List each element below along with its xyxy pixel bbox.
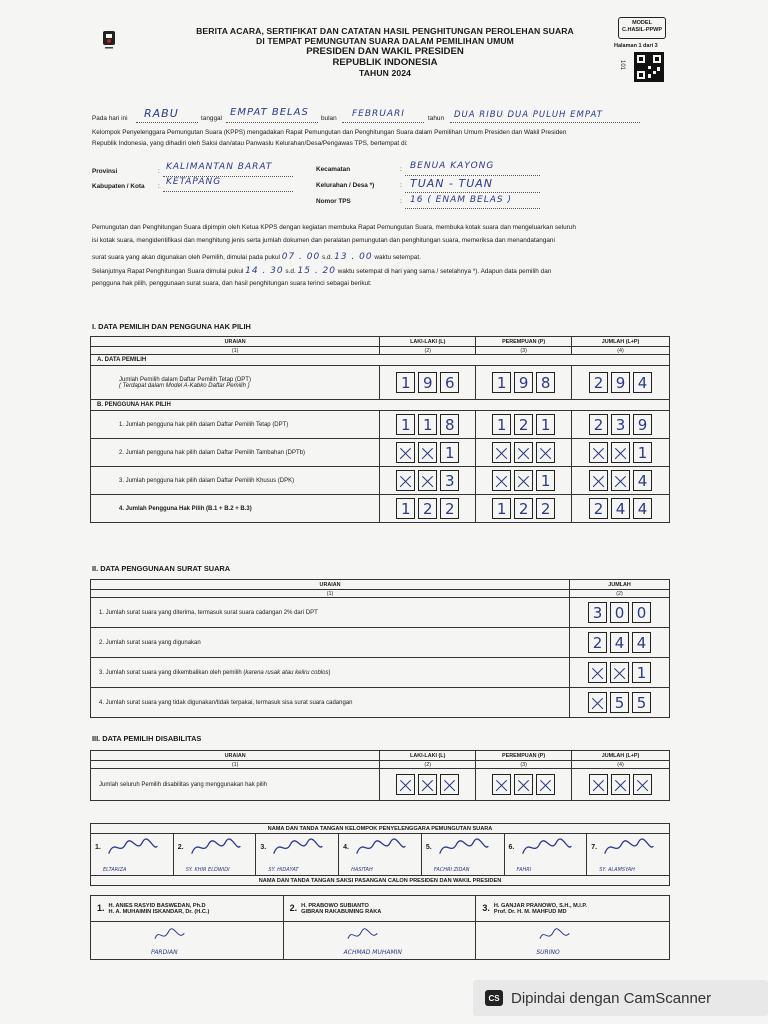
crossed-digit-box [611, 470, 630, 491]
table-row: 4. Jumlah surat suara yang tidak digunakan/tidak terpakai, termasuk sisa surat suara cadangan 5 5 [91, 688, 670, 718]
field-count-end: 15 . 20 [297, 266, 337, 276]
digit-group [476, 372, 571, 393]
digit-box: 1 [492, 372, 511, 393]
label-tps: Nomor TPS [316, 198, 351, 205]
crossed-digit-box [611, 774, 630, 795]
digit-box: 3 [611, 414, 630, 435]
title-line-3: PRESIDEN DAN WAKIL PRESIDEN [306, 46, 464, 57]
field-provinsi: KALIMANTAN BARAT [166, 162, 273, 172]
table-row: 4. Jumlah Pengguna Hak Pilih (B.1 + B.2 + B.3) 1 2 2 1 2 2 2 4 4 [91, 495, 670, 523]
field-time-end: 13 . 00 [334, 252, 373, 262]
section-3-title: III. DATA PEMILIH DISABILITAS [92, 734, 202, 743]
saksi-name: PARDIAN [151, 949, 178, 956]
digit-group [572, 414, 669, 435]
digit-box: 5 [610, 692, 629, 713]
digit-box: 2 [514, 414, 533, 435]
crossed-digit-box [610, 662, 629, 683]
table-row: 3. Jumlah pengguna hak pilih dalam Daftar Pemilih Khusus (DPK) 3 1 4 [91, 467, 670, 495]
ballot-usage-table: URAIAN JUMLAH (1) (2) 1. Jumlah surat suara yang diterima, termasuk surat suara cadangan 2% dari DPT 3 0 0 2. Jumlah surat suara yang digunakan 2 4 4 3. Jumlah surat suara yang dikembalikan oleh pemilih (karena rusak atau keliru coblos) 1 4. Jumlah surat suara yang tidak digunakan/tidak terpakai, termasuk sisa surat suara cadangan 5 5 [90, 579, 670, 718]
digit-box: 5 [632, 692, 651, 713]
intro-paragraph-3d: pengguna hak pilih, penggunaan surat suara, dan hasil penghitungan suara terinci sebagai berikut: [92, 280, 372, 287]
digit-box: 2 [589, 372, 608, 393]
voter-data-table: URAIAN LAKI-LAKI (L) PEREMPUAN (P) JUMLAH (L+P) (1) (2) (3) (4) A. DATA PEMILIH Jumlah Pemilih dalam Daftar Pemilih Tetap (DPT) ( Terdapat dalam Model A-Kabko Daftar Pemilih ) 1 9 6 1 9 8 2 9 4 B. PENGGUNA HAK PILIH 1. Jumlah pengguna hak pilih dalam Daftar Pemilih Tetap (DPT) 1 1 8 1 2 1 2 3 9 2. Jumlah pengguna hak pilih dalam Daftar Pemilih Tambahan (DPTb) 1 1 3. Jumlah pengguna hak pilih dalam Daftar Pemilih Khusus (DPK) 3 1 4 4. Jumlah Pengguna Hak Pilih (B.1 + B.2 + B.3) 1 2 2 1 2 2 2 4 4 [90, 336, 670, 523]
kpu-logo-icon [100, 28, 118, 50]
field-tps: 16 ( ENAM BELAS ) [410, 195, 513, 205]
saksi-signature-cell [91, 922, 284, 960]
digit-box: 1 [632, 662, 651, 683]
digit-group [572, 774, 669, 795]
digit-box: 1 [440, 442, 459, 463]
signature-number: 2. [177, 844, 184, 851]
document-title [150, 26, 620, 78]
group-b: B. PENGGUNA HAK PILIH [91, 400, 670, 411]
title-line-5: TAHUN 2024 [359, 68, 411, 78]
digit-box: 9 [514, 372, 533, 393]
model-label: MODEL [632, 20, 652, 26]
qr-code-icon [634, 52, 664, 82]
kpps-member-name: FAHRI [516, 867, 532, 873]
saksi-candidate-cell: 1. H. ANIES RASYID BASWEDAN, Ph.D H. A. MUHAIMIN ISKANDAR, Dr. (H.C.) [91, 896, 284, 922]
digit-box: 8 [536, 372, 555, 393]
document-page: BERITA ACARA, SERTIFIKAT DAN CATATAN HASIL PENGHITUNGAN PEROLEHAN SUARA DI TEMPAT PEMUNGUTAN SUARA DALAM PEMILIHAN UMUM PRESIDEN DAN WAKIL PRESIDEN REPUBLIK INDONESIA TAHUN 2024 MODEL C.HASIL-PPWP Halaman 1 dari 3 101 Pada hari ini RABU tanggal EMPAT BELAS bulan FEBRUARI tahun DUA RIBU DUA PULUH EMPAT Kelompok Penyelenggara Pemungutan Suara (KPPS) mengadakan Rapat Pemungutan dan Penghitungan Suara dalam Pemilihan Umum Presiden dan Wakil Presiden Republik Indonesia, yang dihadiri oleh Saksi dan/atau Panwaslu Kelurahan/Desa/Pengawas TPS, bertempat di: Provinsi : KALIMANTAN BARAT Kabupaten / Kota : KETAPANG Kecamatan : BENUA KAYONG Kelurahan / Desa *) : TUAN - TUAN Nomor TPS : 16 ( ENAM BELAS ) Pemungutan dan Penghitungan Suara dipimpin oleh Ketua KPPS dengan kegiatan membuka Rapat Pemungutan Suara, membuka kotak suara dan mengeluarkan seluruh isi kotak suara, mengidentifikasi dan menghitung jenis serta jumlah dokumen dan peralatan pemungutan dan penghitungan suara, memeriksa dan menandatangani surat suara yang akan digunakan oleh Pemilih, dimulai pada pukul 07 . 00 s.d. 13 . 00 waktu setempat. Selanjutnya Rapat Penghitungan Suara dimulai pukul 14 . 30 s.d. 15 . 20 waktu setempat di hari yang sama / setelahnya *). Adapun data pemilih dan pengguna hak pilih, penggunaan surat suara, dan hasil penghitungan suara terinci sebagai berikut: I. DATA PEMILIH DAN PENGGUNA HAK PILIH URAIAN LAKI-LAKI (L) PEREMPUAN (P) JUMLAH (L+P) (1) (2) (3) (4) A. DATA PEMILIH Jumlah Pemilih dalam Daftar Pemilih Tetap (DPT) ( Terdapat dalam Model A-Kabko Daftar Pemilih ) 1 9 6 1 9 8 2 9 4 B. PENGGUNA HAK PILIH 1. Jumlah pengguna hak pilih dalam Daftar Pemilih Tetap (DPT) 1 1 8 1 2 1 2 3 9 2. Jumlah pengguna hak pilih dalam Daftar Pemilih Tambahan (DPTb) 1 1 3. Jumlah pengguna hak pilih dalam Daftar Pemilih Khusus (DPK) 3 1 4 4. Jumlah Pengguna Hak Pilih (B.1 + B.2 + B.3) 1 2 2 1 2 2 2 4 4 II. DATA PENGGUNAAN SURAT SUARA URAIAN JUMLAH (1) (2) 1. Jumlah surat suara yang diterima, termasuk surat suara cadangan 2% dari DPT 3 0 0 2. Jumlah surat suara yang digunakan 2 4 4 3. Jumlah surat suara yang dikembalikan oleh pemilih (karena rusak atau keliru coblos) 1 4. Jumlah surat suara yang tidak digunakan/tidak terpakai, termasuk sisa surat suara cadangan 5 5 III. DATA PEMILIH DISABILITAS URAIAN LAKI-LAKI (L) PEREMPUAN (P) JUMLAH (L+P) (1) (2) (3) (4) Jumlah seluruh Pemilih disabilitas yang menggunakan hak pilih NAMA DAN TANDA TANGAN KELOMPOK PENYELENGGARA PEMUNGUTAN SUARA 1. ELTARIZA 2. SY. KHIR ELDWIDI 3. SY. HIDAYAT 4. HASITAH 5. FACHRI ZIDAN 6. FAHRI 7. SY. ALAMSYAH NAMA DAN TANDA TANGAN SAKSI PASANGAN CALON PRESIDEN DAN WAKIL PRESIDEN 1. H. ANIES RASYID BASWEDAN, Ph.D H. A. MUHAIMIN ISKANDAR, Dr. (H.C.) 2. H. PRABOWO SUBIANTO GIBRAN RAKABUMING RAKA 3. H. GANJAR PRANOWO, S.H., M.I.P. Prof. Dr. H. M. MAHFUD MD PARDIAN ACHMAD MUHAMIN SURINO [0, 0, 768, 1024]
field-year: DUA RIBU DUA PULUH EMPAT [454, 110, 603, 120]
digit-group [570, 602, 669, 623]
digit-box: 4 [610, 632, 629, 653]
saksi-candidate-cell: 3. H. GANJAR PRANOWO, S.H., M.I.P. Prof. Dr. H. M. MAHFUD MD [476, 896, 670, 922]
model-code: C.HASIL-PPWP [621, 27, 663, 33]
kpps-signature-cell [91, 834, 174, 876]
label-kabupaten: Kabupaten / Kota [92, 183, 145, 190]
page-indicator: Halaman 1 dari 3 [614, 43, 658, 49]
saksi-name: ACHMAD MUHAMIN [343, 949, 402, 956]
digit-box: 1 [492, 498, 511, 519]
handwritten-signature-icon [188, 836, 244, 860]
crossed-digit-box [418, 442, 437, 463]
crossed-digit-box [589, 470, 608, 491]
crossed-digit-box [492, 774, 511, 795]
crossed-digit-box [611, 442, 630, 463]
col-uraian: URAIAN [91, 337, 380, 347]
field-kelurahan: TUAN - TUAN [410, 177, 494, 190]
camscanner-text: Dipindai dengan CamScanner [511, 989, 712, 1007]
digit-box: 4 [611, 498, 630, 519]
crossed-digit-box [396, 470, 415, 491]
kpps-signature-cell [504, 834, 587, 876]
title-line-4: REPUBLIK INDONESIA [332, 57, 438, 68]
camscanner-watermark [473, 980, 768, 1016]
digit-box: 9 [633, 414, 652, 435]
kpps-signature-title: NAMA DAN TANDA TANGAN KELOMPOK PENYELENGGARA PEMUNGUTAN SUARA [91, 824, 670, 834]
handwritten-signature-icon [270, 836, 326, 860]
crossed-digit-box [589, 442, 608, 463]
model-badge [618, 17, 666, 39]
digit-box: 6 [440, 372, 459, 393]
intro-paragraph-3: Selanjutnya Rapat Penghitungan Suara dimulai pukul 14 . 30 s.d. 15 . 20 waktu setempat di hari yang sama / setelahnya *). Adapun data pemilih dan [92, 266, 552, 276]
label-date: tanggal [201, 115, 222, 122]
digit-box: 2 [514, 498, 533, 519]
saksi-signature-cell [283, 922, 476, 960]
intro-paragraph-1b: Republik Indonesia, yang dihadiri oleh Saksi dan/atau Panwaslu Kelurahan/Desa/Pengawas TPS, bertempat di: [92, 140, 408, 147]
digit-group [476, 498, 571, 519]
digit-box: 9 [611, 372, 630, 393]
digit-box: 1 [536, 470, 555, 491]
title-line-2: DI TEMPAT PEMUNGUTAN SUARA DALAM PEMILIHAN UMUM [256, 36, 514, 46]
crossed-digit-box [589, 774, 608, 795]
kpps-member-name: HASITAH [351, 867, 373, 873]
col-jumlah: JUMLAH (L+P) [572, 337, 670, 347]
digit-box: 2 [418, 498, 437, 519]
field-time-start: 07 . 00 [281, 252, 321, 262]
intro-paragraph-2b: isi kotak suara, mengidentifikasi dan menghitung jenis serta jumlah dokumen dan peralatan pemungutan dan penghitungan suara, memeriksa dan menandatangani [92, 237, 555, 244]
digit-group [570, 662, 669, 683]
digit-box: 9 [418, 372, 437, 393]
kpps-member-name: FACHRI ZIDAN [433, 867, 470, 873]
label-provinsi: Provinsi [92, 168, 118, 175]
signature-number: 4. [343, 844, 349, 851]
digit-box: 2 [440, 498, 459, 519]
digit-group [476, 774, 571, 795]
table-row: 1. Jumlah surat suara yang diterima, termasuk surat suara cadangan 2% dari DPT 3 0 0 [91, 598, 670, 628]
table-row: Jumlah Pemilih dalam Daftar Pemilih Tetap (DPT) ( Terdapat dalam Model A-Kabko Daftar Pemilih ) 1 9 6 1 9 8 2 9 4 [91, 366, 670, 400]
field-count-start: 14 . 30 [245, 266, 284, 276]
kpps-member-name: SY. ALAMSYAH [599, 867, 635, 873]
kpps-signature-cell [339, 834, 422, 876]
intro-paragraph-1: Kelompok Penyelenggara Pemungutan Suara (KPPS) mengadakan Rapat Pemungutan dan Penghitungan Suara dalam Pemilihan Umum Presiden dan Wakil Presiden [92, 129, 567, 136]
digit-box: 2 [588, 632, 607, 653]
digit-group [380, 774, 475, 795]
digit-box: 8 [440, 414, 459, 435]
handwritten-signature-icon [536, 924, 576, 948]
digit-box: 0 [610, 602, 629, 623]
field-kecamatan: BENUA KAYONG [410, 161, 495, 171]
signature-number: 3. [260, 844, 267, 851]
signature-number: 6. [508, 844, 515, 851]
digit-group [380, 470, 475, 491]
field-day: RABU [144, 107, 179, 120]
signature-number: 1. [95, 844, 101, 851]
digit-box: 1 [492, 414, 511, 435]
disability-table: URAIAN LAKI-LAKI (L) PEREMPUAN (P) JUMLAH (L+P) (1) (2) (3) (4) Jumlah seluruh Pemilih disabilitas yang menggunakan hak pilih [90, 750, 670, 801]
crossed-digit-box [536, 774, 555, 795]
handwritten-signature-icon [519, 836, 575, 860]
table-row: 2. Jumlah surat suara yang digunakan 2 4 4 [91, 628, 670, 658]
kpps-member-name: SY. HIDAYAT [268, 867, 299, 873]
handwritten-signature-icon [151, 924, 191, 948]
crossed-digit-box [514, 470, 533, 491]
digit-box: 1 [396, 372, 415, 393]
crossed-digit-box [396, 774, 415, 795]
label-year: tahun [428, 115, 444, 122]
handwritten-signature-icon [353, 836, 409, 860]
handwritten-signature-icon [601, 836, 657, 860]
digit-group [572, 442, 669, 463]
digit-box: 4 [633, 498, 652, 519]
digit-box: 1 [396, 498, 415, 519]
digit-box: 2 [589, 498, 608, 519]
table-row: 3. Jumlah surat suara yang dikembalikan oleh pemilih (karena rusak atau keliru coblos) 1 [91, 658, 670, 688]
field-kabupaten: KETAPANG [166, 177, 222, 187]
crossed-digit-box [396, 442, 415, 463]
intro-paragraph-2: Pemungutan dan Penghitungan Suara dipimpin oleh Ketua KPPS dengan kegiatan membuka Rapat Pemungutan Suara, membuka kotak suara dan mengeluarkan seluruh [92, 224, 576, 231]
saksi-candidate-cell: 2. H. PRABOWO SUBIANTO GIBRAN RAKABUMING RAKA [283, 896, 476, 922]
crossed-digit-box [440, 774, 459, 795]
table-row: 2. Jumlah pengguna hak pilih dalam Daftar Pemilih Tambahan (DPTb) 1 1 [91, 439, 670, 467]
digit-box: 3 [588, 602, 607, 623]
digit-group [570, 692, 669, 713]
digit-group [476, 470, 571, 491]
digit-group [570, 632, 669, 653]
digit-box: 0 [632, 602, 651, 623]
saksi-table [90, 895, 670, 960]
digit-group [572, 372, 669, 393]
section-1-title: I. DATA PEMILIH DAN PENGGUNA HAK PILIH [92, 322, 251, 331]
digit-box: 1 [633, 442, 652, 463]
crossed-digit-box [492, 442, 511, 463]
crossed-digit-box [418, 470, 437, 491]
group-a: A. DATA PEMILIH [91, 355, 670, 366]
digit-group [380, 414, 475, 435]
label-kecamatan: Kecamatan [316, 166, 351, 173]
title-line-1: BERITA ACARA, SERTIFIKAT DAN CATATAN HASIL PENGHITUNGAN PEROLEHAN SUARA [196, 26, 574, 36]
signature-number: 5. [425, 844, 432, 851]
camscanner-logo-icon: CS [485, 990, 503, 1006]
saksi-signature-cell [476, 922, 670, 960]
handwritten-signature-icon [105, 836, 161, 860]
digit-group [380, 372, 475, 393]
signature-table [90, 823, 670, 886]
digit-box: 1 [396, 414, 415, 435]
digit-group [572, 470, 669, 491]
digit-box: 4 [632, 632, 651, 653]
label-day: Pada hari ini [92, 115, 128, 122]
crossed-digit-box [514, 774, 533, 795]
label-month: bulan [321, 115, 337, 122]
digit-box: 1 [418, 414, 437, 435]
digit-box: 2 [589, 414, 608, 435]
crossed-digit-box [514, 442, 533, 463]
kpps-signature-cell [587, 834, 670, 876]
digit-group [476, 414, 571, 435]
crossed-digit-box [588, 692, 607, 713]
digit-group [380, 442, 475, 463]
crossed-digit-box [633, 774, 652, 795]
table-row: Jumlah seluruh Pemilih disabilitas yang menggunakan hak pilih [91, 769, 670, 801]
digit-box: 4 [633, 470, 652, 491]
crossed-digit-box [588, 662, 607, 683]
handwritten-signature-icon [436, 836, 492, 860]
crossed-digit-box [492, 470, 511, 491]
col-perempuan: PEREMPUAN (P) [476, 337, 572, 347]
intro-paragraph-2c: surat suara yang akan digunakan oleh Pemilih, dimulai pada pukul 07 . 00 s.d. 13 . 00 waktu setempat. [92, 252, 421, 262]
crossed-digit-box [536, 442, 555, 463]
digit-group [380, 498, 475, 519]
field-date: EMPAT BELAS [230, 107, 309, 118]
digit-box: 4 [633, 372, 652, 393]
kpps-signature-cell [421, 834, 504, 876]
kpps-signature-cell [256, 834, 339, 876]
saksi-name: SURINO [536, 949, 560, 956]
kpps-signature-cell [173, 834, 256, 876]
handwritten-signature-icon [344, 924, 384, 948]
col-laki: LAKI-LAKI (L) [380, 337, 476, 347]
kpps-member-name: SY. KHIR ELDWIDI [185, 867, 230, 873]
kpps-member-name: ELTARIZA [103, 867, 127, 873]
section-2-title: II. DATA PENGGUNAAN SURAT SUARA [92, 564, 231, 573]
table-row: 1. Jumlah pengguna hak pilih dalam Daftar Pemilih Tetap (DPT) 1 1 8 1 2 1 2 3 9 [91, 411, 670, 439]
signature-number: 7. [591, 844, 598, 851]
field-month: FEBRUARI [352, 109, 405, 119]
crossed-digit-box [418, 774, 437, 795]
digit-group [476, 442, 571, 463]
digit-group [572, 498, 669, 519]
saksi-signature-title: NAMA DAN TANDA TANGAN SAKSI PASANGAN CALON PRESIDEN DAN WAKIL PRESIDEN [91, 876, 670, 886]
label-kelurahan: Kelurahan / Desa *) [316, 182, 375, 189]
digit-box: 1 [536, 414, 555, 435]
digit-box: 2 [536, 498, 555, 519]
qr-number: 101 [619, 59, 626, 71]
digit-box: 3 [440, 470, 459, 491]
